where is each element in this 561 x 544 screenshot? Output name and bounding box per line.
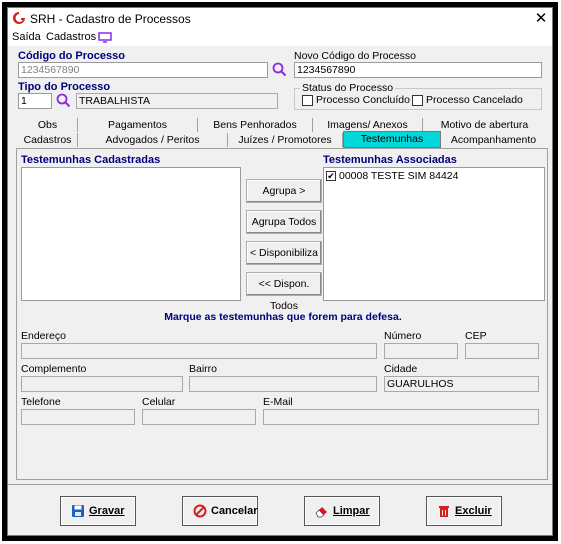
bairro-input — [189, 376, 377, 392]
window-title: SRH - Cadastro de Processos — [30, 12, 191, 26]
cancelado-label: Processo Cancelado — [426, 94, 523, 106]
excluir-label: Excluir — [455, 505, 492, 517]
concluido-checkbox[interactable] — [302, 95, 313, 106]
tab-advogados-peritos[interactable]: Advogados / Peritos — [78, 133, 228, 147]
cadastradas-title: Testemunhas Cadastradas — [21, 154, 161, 166]
cancel-icon — [193, 504, 207, 518]
menu-saida[interactable]: Saída — [12, 31, 41, 43]
tab-cadastros[interactable]: Cadastros — [18, 133, 78, 147]
window-frame — [2, 2, 558, 541]
endereco-input — [21, 343, 377, 359]
telefone-label: Telefone — [21, 396, 61, 408]
limpar-button[interactable] — [304, 496, 380, 526]
tab-panel-testemunhas — [16, 148, 548, 480]
dispon-todos-button[interactable]: << Dispon. Todos — [246, 272, 322, 296]
concluido-label: Processo Concluído — [316, 94, 410, 106]
tipo-processo-label: Tipo do Processo — [18, 81, 111, 93]
numero-input — [384, 343, 458, 359]
associadas-title: Testemunhas Associadas — [323, 154, 457, 166]
celular-input — [142, 409, 256, 425]
cep-input — [465, 343, 539, 359]
tabs-row-2 — [18, 132, 546, 148]
tab-pagamentos[interactable]: Pagamentos — [78, 118, 198, 132]
email-input — [263, 409, 539, 425]
complemento-label: Complemento — [21, 363, 87, 375]
info-text: Marque as testemunhas que forem para defesa. — [164, 311, 402, 323]
search-tipo-icon[interactable] — [56, 93, 71, 108]
codigo-processo-label: Código do Processo — [18, 50, 125, 62]
gravar-label: Gravar — [89, 505, 125, 517]
numero-label: Número — [384, 330, 422, 342]
title-bar — [8, 8, 552, 30]
trash-icon — [437, 504, 451, 518]
monitor-icon[interactable] — [98, 32, 112, 43]
app-logo-icon — [12, 11, 26, 25]
tab-motivo-abertura[interactable]: Motivo de abertura — [440, 119, 529, 131]
cancelar-label: Cancelar — [211, 505, 258, 517]
tab-obs[interactable]: Obs — [18, 118, 78, 132]
email-label: E-Mail — [263, 396, 293, 408]
eraser-icon — [315, 504, 329, 518]
footer-separator — [8, 484, 552, 485]
novo-codigo-input[interactable]: 1234567890 — [294, 62, 542, 78]
cancelado-checkbox[interactable] — [412, 95, 423, 106]
codigo-processo-input[interactable]: 1234567890 — [18, 62, 268, 78]
associadas-listbox[interactable] — [323, 167, 545, 301]
celular-label: Celular — [142, 396, 176, 408]
novo-codigo-label: Novo Código do Processo — [294, 50, 416, 62]
main-window — [7, 7, 553, 536]
cidade-label: Cidade — [384, 363, 418, 375]
menu-bar — [8, 30, 552, 46]
tab-testemunhas[interactable]: Testemunhas — [343, 131, 441, 148]
limpar-label: Limpar — [333, 505, 370, 517]
tab-acompanhamento[interactable]: Acompanhamento — [450, 134, 537, 146]
cancelar-button[interactable] — [182, 496, 258, 526]
complemento-input — [21, 376, 183, 392]
menu-cadastros[interactable]: Cadastros — [46, 31, 97, 43]
status-title: Status do Processo — [302, 82, 394, 94]
excluir-button[interactable] — [426, 496, 502, 526]
close-button[interactable]: ✕ — [534, 10, 548, 27]
search-codigo-icon[interactable] — [272, 62, 287, 77]
tab-juizes-promotores[interactable]: Juízes / Promotores — [228, 133, 343, 147]
tab-bens-penhorados[interactable]: Bens Penhorados — [198, 118, 313, 132]
list-item[interactable] — [326, 170, 541, 183]
tabs-row-1 — [18, 118, 546, 132]
endereco-label: Endereço — [21, 330, 66, 342]
disponibiliza-button[interactable]: < Disponibiliza — [246, 241, 322, 265]
gravar-button[interactable] — [60, 496, 136, 526]
cep-label: CEP — [465, 330, 487, 342]
tipo-processo-desc: TRABALHISTA — [76, 93, 278, 109]
cidade-input: GUARULHOS — [384, 376, 539, 392]
associada-label: 00008 TESTE SIM 84424 — [339, 170, 459, 182]
telefone-input — [21, 409, 135, 425]
bairro-label: Bairro — [189, 363, 218, 375]
cadastradas-listbox[interactable] — [21, 167, 241, 301]
tipo-processo-code-input[interactable]: 1 — [18, 93, 52, 109]
save-icon — [71, 504, 85, 518]
tab-imagens-anexos[interactable]: Imagens/ Anexos — [313, 118, 423, 132]
agrupa-button[interactable]: Agrupa > — [246, 179, 322, 203]
associada-checkbox[interactable]: ✔ — [327, 171, 335, 181]
agrupa-todos-button[interactable]: Agrupa Todos — [246, 210, 322, 234]
